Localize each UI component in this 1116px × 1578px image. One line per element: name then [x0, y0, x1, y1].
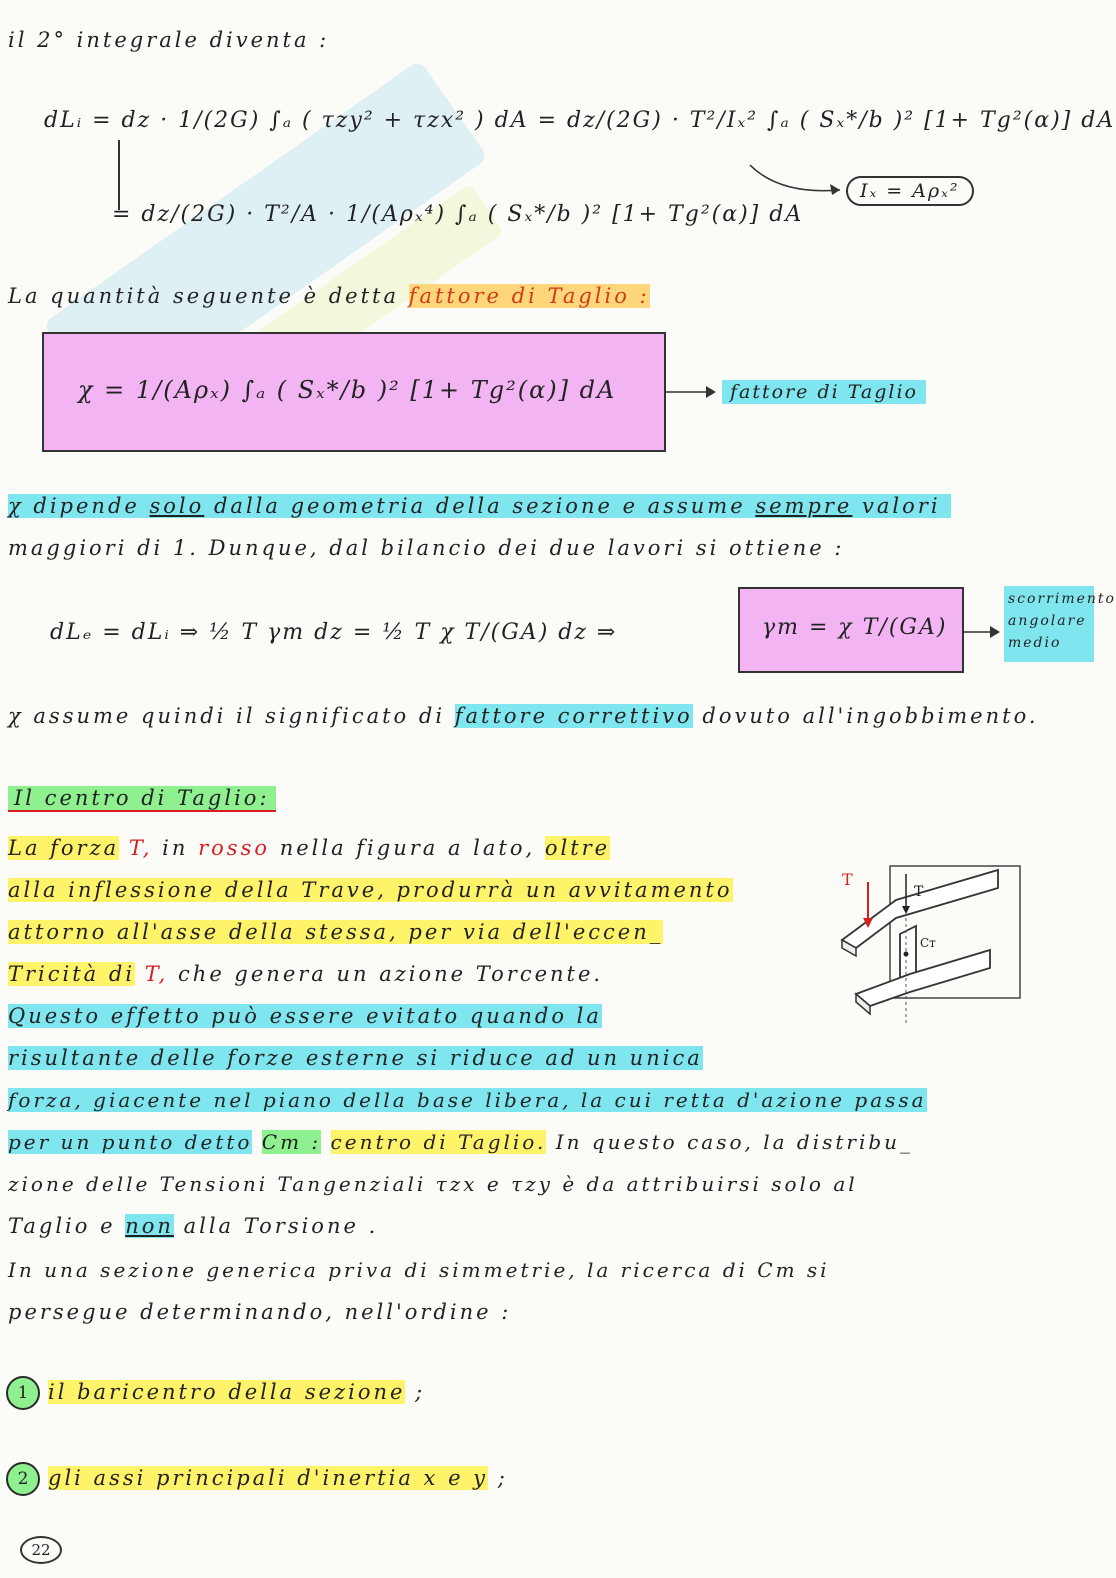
chi-formula: χ = 1/(Aρₓ) ∫ₐ ( Sₓ*/b )² [1+ Tg²(α)] dA: [78, 376, 617, 404]
list-item-1-text: il baricentro della sezione: [48, 1380, 406, 1404]
figure-label-T-red: T: [842, 870, 853, 889]
arrow-to-chi-tag: [664, 382, 720, 402]
quantity-label: La quantità seguente è detta: [8, 284, 399, 308]
list-number-2: 2: [6, 1462, 40, 1496]
intro-text: il 2° integrale diventa :: [8, 28, 330, 52]
p8-c: In questo caso, la distribu_: [555, 1130, 914, 1154]
p1-red: rosso: [198, 836, 270, 860]
p1-oltre: oltre: [544, 836, 611, 860]
section-title: Il centro di Taglio:: [8, 786, 276, 812]
p8-a: per un punto detto: [8, 1130, 253, 1154]
p8-ct: Cт :: [261, 1130, 322, 1154]
p1-in: in: [162, 836, 189, 860]
paragraph-line-11: In una sezione generica priva di simmetrie, la ricerca di Cт si: [8, 1258, 830, 1282]
paragraph-line-2: alla inflessione della Trave, produrrà un avvitamento: [8, 878, 733, 902]
ix-note: Iₓ = Aρₓ²: [846, 176, 974, 206]
p1-a: La forza: [8, 836, 120, 860]
p10-b: alla Torsione .: [183, 1214, 379, 1238]
figure-label-ct: Cт: [920, 936, 936, 950]
list-item-2-end: ;: [497, 1466, 508, 1490]
list-number-1: 1: [6, 1376, 40, 1410]
paragraph-line-5: Questo effetto può essere evitato quando la: [8, 1004, 602, 1028]
p4-b: che genera un azione Torcente.: [178, 962, 604, 986]
chi-description-line2: maggiori di 1. Dunque, dal bilancio dei due lavori si ottiene :: [8, 536, 845, 560]
chi-meaning-highlight: fattore correttivo: [454, 704, 693, 728]
chi-meaning-a: χ assume quindi il significato di: [8, 704, 446, 728]
paragraph-line-4: [8, 962, 603, 986]
chi-meaning-c: dovuto all'ingobbimento.: [702, 704, 1039, 728]
paragraph-line-9: zione delle Tensioni Tangenziali τzx e τzy è da attribuirsi solo al: [8, 1172, 858, 1196]
paragraph-line-10: [8, 1214, 378, 1238]
chi-text-sempre: sempre: [755, 494, 853, 518]
shear-factor-label: fattore di Taglio :: [408, 284, 650, 308]
p8-b: centro di Taglio.: [330, 1130, 547, 1154]
paragraph-line-1: [8, 836, 610, 860]
paragraph-line-12: persegue determinando, nell'ordine :: [8, 1300, 512, 1324]
arrow-to-gamma-tag: [962, 622, 1004, 642]
p4-T: T,: [144, 962, 169, 986]
quantity-text: [8, 284, 650, 308]
p10-a: Taglio e: [8, 1214, 116, 1238]
p10-non: non: [125, 1214, 174, 1238]
list-item-2: [48, 1466, 508, 1490]
page-number: 22: [20, 1536, 62, 1564]
equation-internal-work: dLᵢ = dz · 1/(2G) ∫ₐ ( τzy² + τzx² ) dA = dz/(2G) · T²/Iₓ² ∫ₐ ( Sₓ*/b )² [1+ Tg²(α)] dA: [44, 108, 1116, 133]
figure-label-T: T: [914, 884, 924, 900]
equation-internal-work-line2: = dz/(2G) · T²/A · 1/(Aρₓ⁴) ∫ₐ ( Sₓ*/b )² [1+ Tg²(α)] dA: [112, 202, 804, 227]
p1-T: T,: [128, 836, 153, 860]
chi-meaning: [8, 704, 1039, 728]
list-item-1: [48, 1380, 425, 1404]
chi-tag: fattore di Taglio: [722, 380, 926, 404]
gamma-tag: scorrimento angolare medio: [1004, 586, 1094, 662]
p4-a: Tricità di: [8, 962, 136, 986]
chi-description-line1: [8, 494, 951, 518]
chi-text-solo: solo: [149, 494, 205, 518]
paragraph-line-3: attorno all'asse della stessa, per via dell'eccen_: [8, 920, 664, 944]
chi-text-c: dalla geometria della sezione e assume: [213, 494, 746, 518]
p1-rest: nella figura a lato,: [279, 836, 536, 860]
chi-text-e: valori: [862, 494, 941, 518]
arrow-to-ix-note: [740, 160, 850, 200]
list-item-2-text: gli assi principali d'inertia x e y: [48, 1466, 489, 1490]
equation-work-balance: dLₑ = dLᵢ ⇒ ½ T γm dz = ½ T χ T/(GA) dz ⇒: [50, 620, 618, 645]
gamma-formula-box: [738, 587, 964, 673]
list-item-1-end: ;: [415, 1380, 426, 1404]
chi-text-a: χ dipende: [8, 494, 140, 518]
paragraph-line-8: [8, 1130, 913, 1154]
gamma-formula: γm = χ T/(GA): [762, 615, 948, 640]
chi-formula-box: [42, 332, 666, 452]
equation-bracket: [118, 140, 120, 210]
paragraph-line-7: forza, giacente nel piano della base libera, la cui retta d'azione passa: [8, 1088, 927, 1112]
paragraph-line-6: risultante delle forze esterne si riduce ad un unica: [8, 1046, 703, 1070]
